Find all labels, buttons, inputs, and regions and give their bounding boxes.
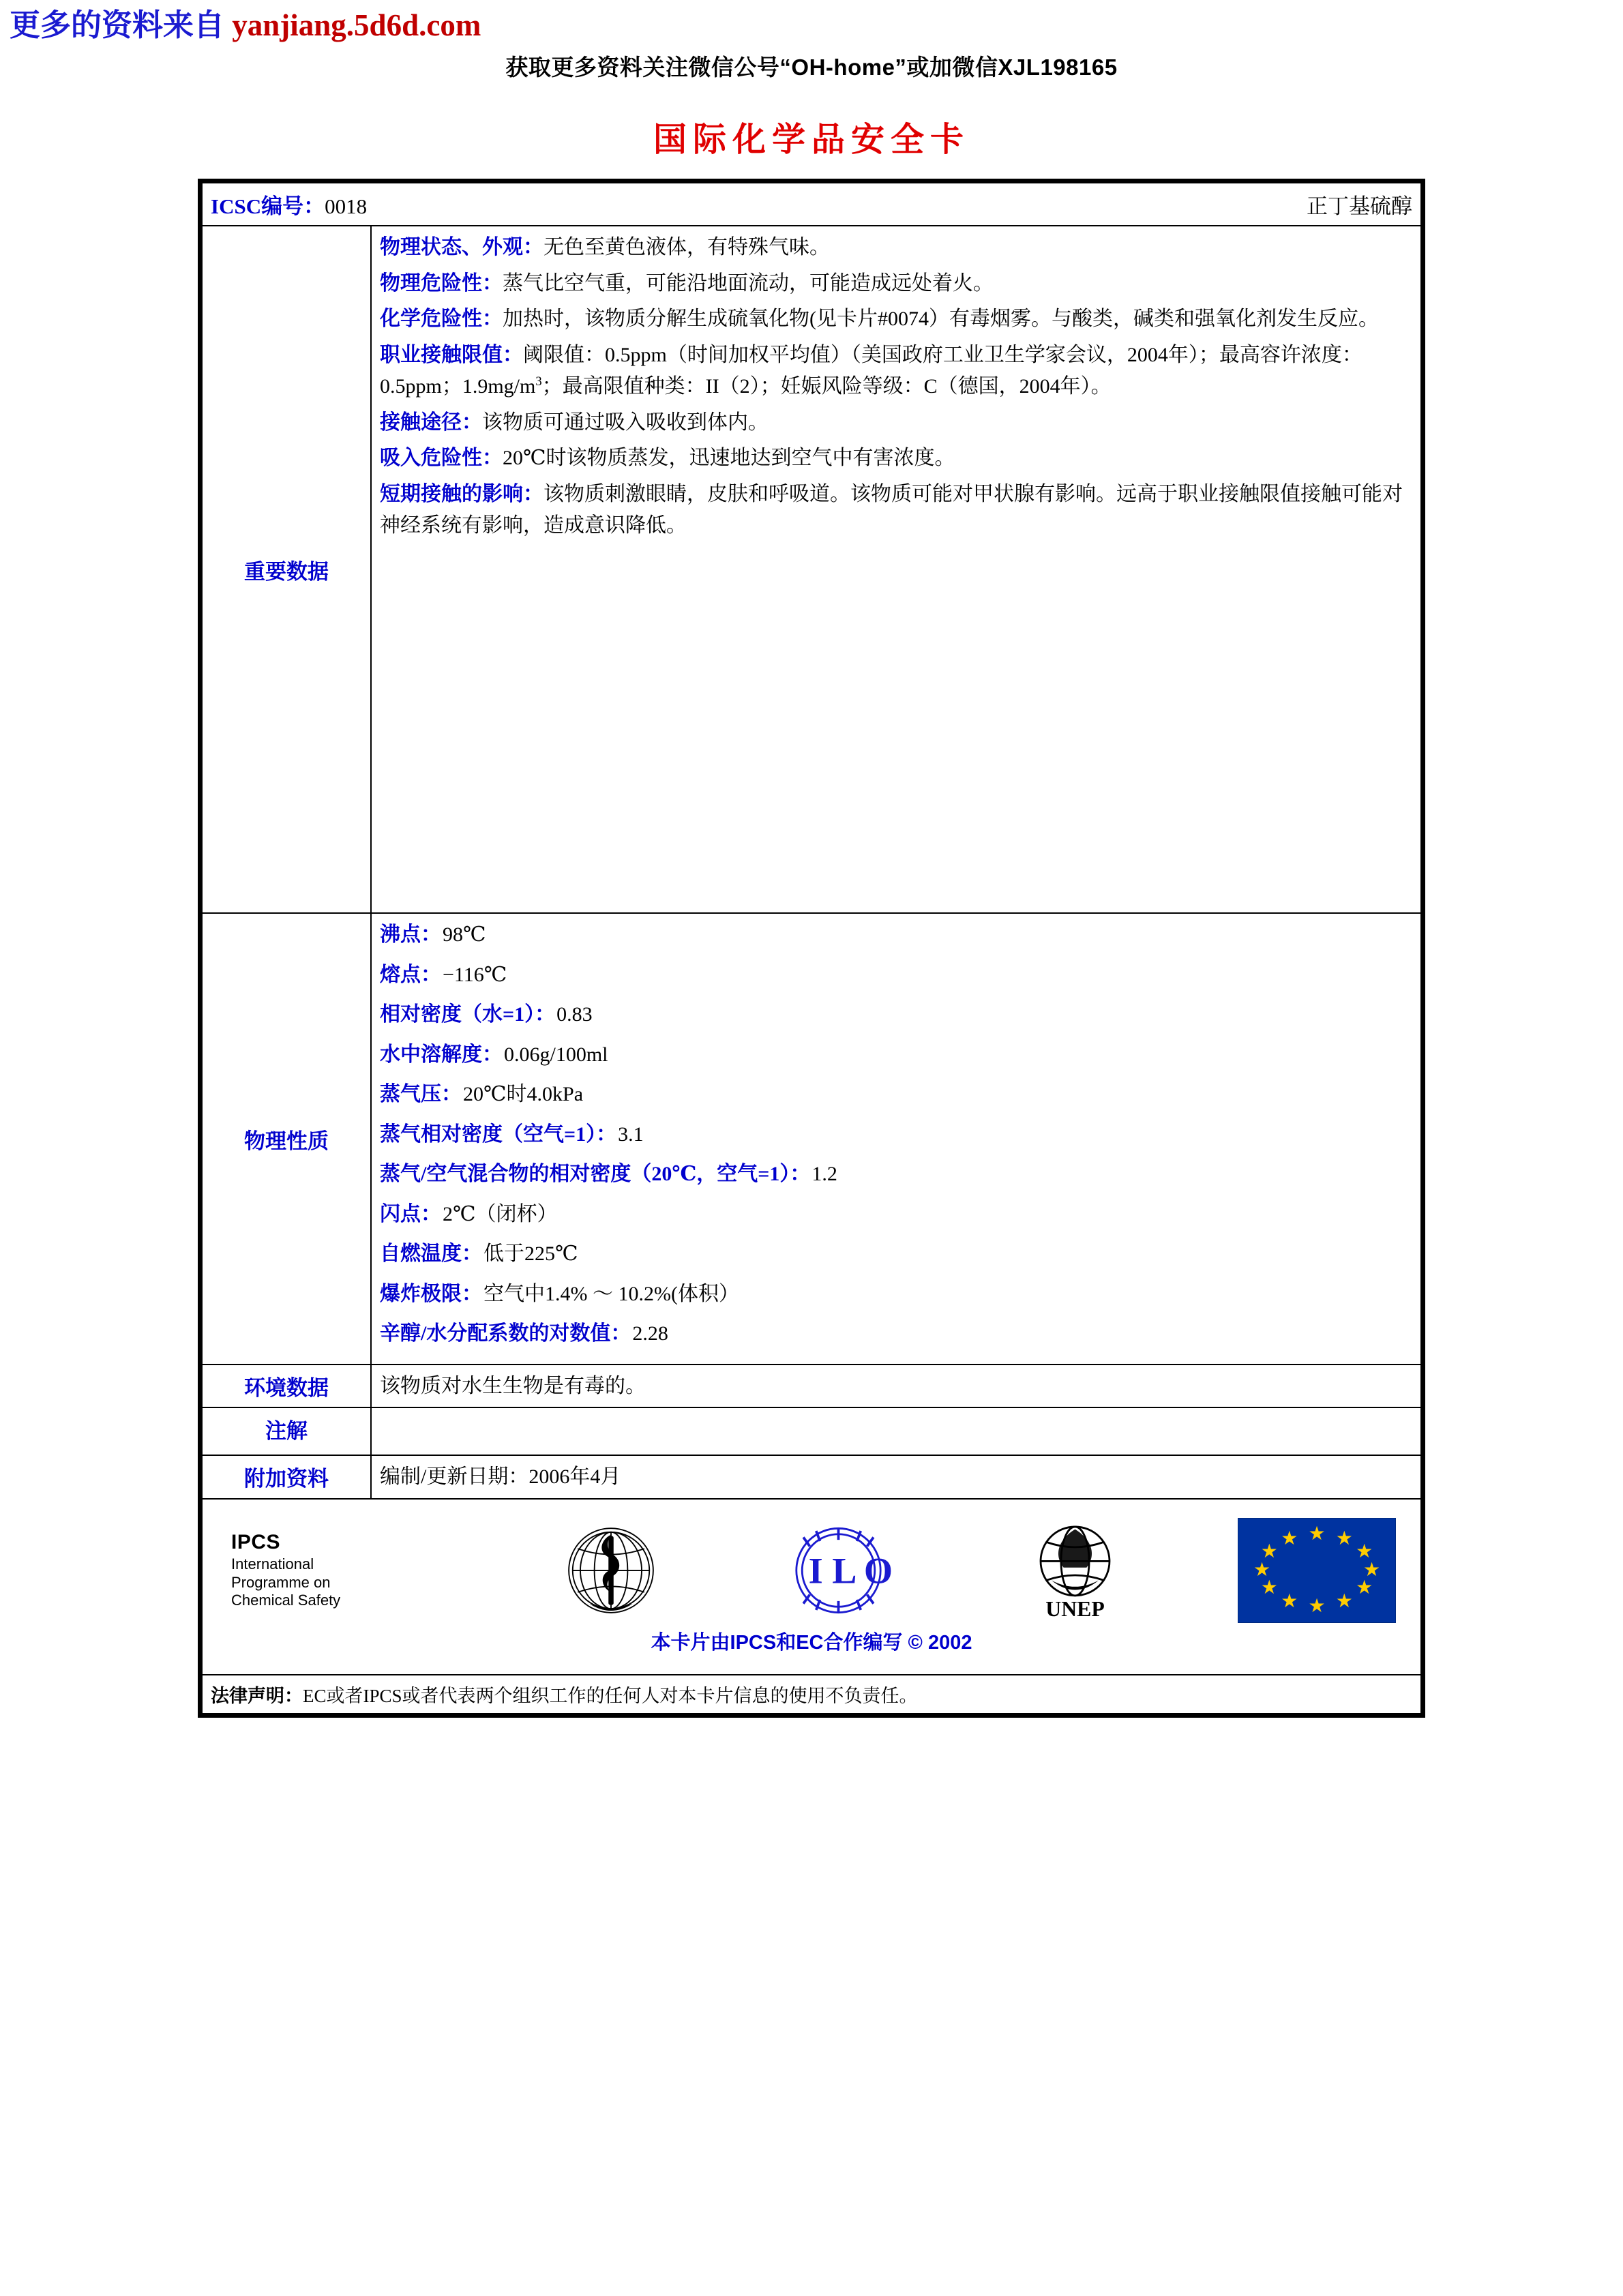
physical-item-key: 水中溶解度： (380, 1043, 503, 1066)
physical-item-value: 98℃ (443, 923, 486, 946)
physical-item-value: 空气中1.4% ～ 10.2%(体积） (483, 1282, 739, 1305)
physical-item-value: −116℃ (443, 963, 507, 986)
physical-item-value: 3.1 (618, 1122, 644, 1146)
physical-item (380, 1159, 1412, 1191)
additional-content: 编制/更新日期：2006年4月 (371, 1455, 1421, 1500)
important-item-value: 蒸气比空气重，可能沿地面流动，可能造成远处着火。 (503, 271, 994, 295)
ilo-logo-icon (765, 1519, 912, 1622)
legal-row (202, 1675, 1421, 1714)
important-item (380, 303, 1412, 336)
legal-label: 法律声明： (211, 1686, 303, 1707)
important-item (380, 443, 1412, 475)
ipcs-line3: Chemical Safety (231, 1592, 341, 1609)
logos-cell (202, 1499, 1421, 1675)
physical-item-key: 沸点： (380, 923, 441, 946)
important-item-oel: 职业接触限值：阈限值：0.5ppm（时间加权平均值）（美国政府工业卫生学家会议，2004年）；最高容许浓度：0.5ppm；$1.9mg/m^3$；最高限值种类：II（2）；妊娠风险等级：C（德国，2004年）。 (380, 343, 1363, 398)
important-item-key: 物理危险性： (380, 271, 503, 295)
important-item (380, 479, 1412, 542)
ipcs-text-block (227, 1530, 456, 1610)
physical-item-key: 蒸气压： (380, 1083, 462, 1106)
physical-item-key: 辛醇/水分配系数的对数值： (380, 1322, 631, 1345)
important-item-value: 加热时，该物质分解生成硫氧化物(见卡片#0074）有毒烟雾。与酸类，碱类和强氧化剂发生反应。 (503, 308, 1379, 331)
physical-item-value: 2℃（闭杯） (443, 1202, 558, 1225)
important-item-key: 短期接触的影响： (380, 482, 544, 505)
physical-item-value: 0.06g/100ml (504, 1043, 608, 1066)
icsc-card (198, 179, 1425, 1718)
physical-item-key: 爆炸极限： (380, 1282, 482, 1305)
ipcs-abbr: IPCS (231, 1531, 281, 1554)
unep-label: UNEP (1045, 1597, 1105, 1622)
physical-properties-row (202, 913, 1421, 1365)
physical-item (380, 1119, 1412, 1151)
who-logo-box (546, 1519, 676, 1622)
physical-item-key: 熔点： (380, 963, 441, 986)
unep-logo-icon (1002, 1517, 1148, 1623)
important-item (380, 407, 1412, 439)
physical-item (380, 1079, 1412, 1111)
icsc-table (201, 182, 1422, 1714)
legal-text: EC或者IPCS或者代表两个组织工作的任何人对本卡片信息的使用不负责任。 (303, 1686, 918, 1707)
chemical-name: 正丁基硫醇 (1307, 194, 1412, 219)
logos-row (202, 1499, 1421, 1675)
watermark-banner (0, 0, 1623, 42)
important-item-key: 接触途径： (380, 411, 482, 434)
important-item-key: 物理状态、外观： (380, 236, 544, 259)
important-item-value: 无色至黄色液体，有特殊气味。 (544, 236, 830, 259)
notes-label: 注解 (202, 1407, 371, 1455)
legal-cell (202, 1675, 1421, 1714)
card-header-cell (202, 183, 1421, 226)
important-item-key: 职业接触限值： (380, 343, 523, 366)
physical-item (380, 999, 1412, 1031)
page-title: 国际化学品安全卡 (653, 121, 970, 159)
physical-item-value: 0.83 (556, 1003, 593, 1026)
physical-properties-label: 物理性质 (202, 913, 371, 1365)
physical-item-key: 蒸气/空气混合物的相对密度（20℃，空气=1）： (380, 1163, 811, 1186)
important-item-key: 化学危险性： (380, 308, 503, 331)
important-item-value: 该物质可通过吸入吸收到体内。 (482, 411, 769, 434)
important-item (380, 232, 1412, 264)
physical-item-value: 2.28 (632, 1322, 668, 1345)
physical-item-key: 闪点： (380, 1202, 441, 1225)
important-data-label: 重要数据 (202, 226, 371, 913)
ilo-logo-box (765, 1519, 912, 1622)
physical-item (380, 1318, 1412, 1350)
environment-row (202, 1365, 1421, 1407)
physical-item (380, 1279, 1412, 1311)
ipcs-line1: International (231, 1555, 314, 1572)
ipcs-line2: Programme on (231, 1573, 331, 1591)
physical-item-key: 蒸气相对密度（空气=1）： (380, 1122, 617, 1146)
cooperation-line: 本卡片由IPCS和EC合作编写 © 2002 (651, 1632, 972, 1654)
watermark-url: yanjiang.5d6d.com (232, 8, 481, 42)
important-item-value: 20℃时该物质蒸发，迅速地达到空气中有害浓度。 (503, 447, 955, 470)
important-item (380, 268, 1412, 300)
physical-item-key: 相对密度（水=1）： (380, 1003, 556, 1026)
eu-flag-icon: ★ ★ ★ ★ ★ ★ ★ ★ ★ ★ ★ ★ (1238, 1518, 1396, 1623)
svg-text:I L O: I L O (808, 1550, 893, 1592)
notes-content (371, 1407, 1421, 1455)
important-data-row (202, 226, 1421, 913)
environment-label: 环境数据 (202, 1365, 371, 1407)
important-data-content (371, 226, 1421, 913)
watermark-cn-text: 更多的资料来自 (10, 8, 225, 42)
physical-item-value: 1.2 (812, 1163, 837, 1186)
physical-item-value: 20℃时4.0kPa (463, 1083, 584, 1106)
additional-row (202, 1455, 1421, 1500)
important-item-key: 吸入危险性： (380, 447, 503, 470)
who-logo-icon (546, 1519, 676, 1622)
physical-item (380, 919, 1412, 951)
card-header-row (202, 183, 1421, 226)
unep-logo-box (1002, 1517, 1148, 1623)
icsc-number-value: 0018 (325, 194, 368, 219)
notes-row (202, 1407, 1421, 1455)
promo-line: 获取更多资料关注微信公号“OH-home”或加微信XJL198165 (505, 55, 1118, 80)
physical-item-key: 自燃温度： (380, 1242, 482, 1266)
physical-item (380, 1199, 1412, 1231)
icsc-number-block (211, 189, 367, 220)
physical-item (380, 959, 1412, 992)
additional-label: 附加资料 (202, 1455, 371, 1500)
important-item-value: 该物质刺激眼睛，皮肤和呼吸道。该物质可能对甲状腺有影响。远高于职业接触限值接触可能对神经系统有影响，造成意识降低。 (380, 482, 1403, 537)
icsc-number-label: ICSC编号： (211, 194, 325, 219)
physical-item-value: 低于225℃ (483, 1242, 578, 1266)
physical-item (380, 1238, 1412, 1270)
physical-properties-content (371, 913, 1421, 1365)
environment-content: 该物质对水生生物是有毒的。 (371, 1365, 1421, 1407)
physical-item (380, 1039, 1412, 1071)
